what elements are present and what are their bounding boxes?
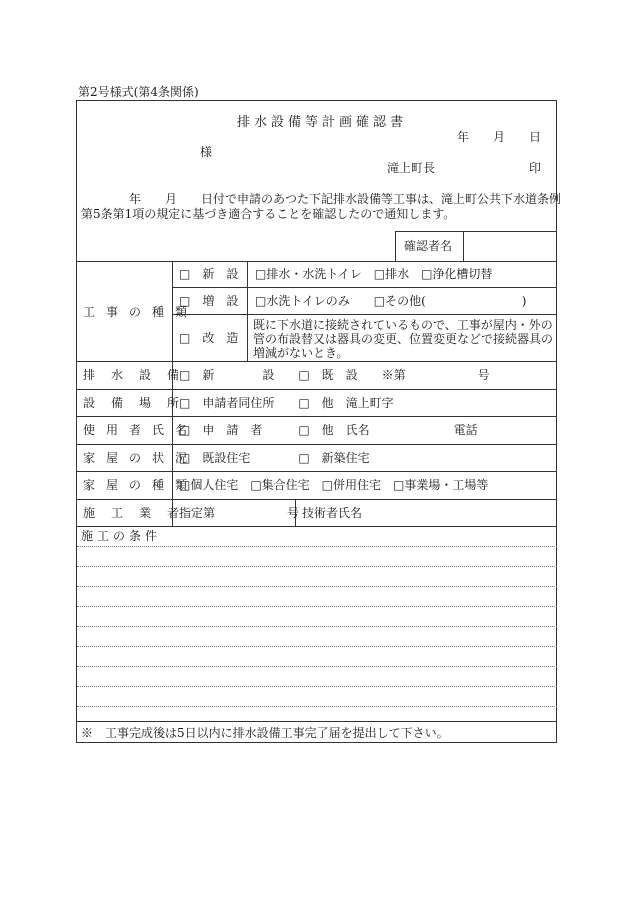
user-name-label: 使用者氏名: [83, 423, 199, 437]
confirmation-form: [76, 100, 562, 743]
engineer-name-field[interactable]: 技術者氏名: [302, 506, 363, 520]
house-type-options[interactable]: □個人住宅 □集合住宅 □併用住宅 □事業場・工場等: [179, 478, 489, 492]
modification-checkbox[interactable]: □ 改 造: [179, 331, 239, 345]
expansion-checkbox[interactable]: □ 増 設: [179, 294, 239, 308]
user-name-options[interactable]: □ 申 請 者 □ 他 氏名 電話: [179, 423, 478, 437]
notice-text-line2: 第5条第1項の規定に基づき適合することを確認したので通知します。: [81, 207, 456, 221]
new-construction-checkbox[interactable]: □ 新 設: [179, 267, 239, 281]
conditions-label: 施工の条件: [81, 529, 162, 543]
confirmer-label: 確認者名: [404, 239, 453, 253]
construction-type-label: 工事の種類: [83, 305, 199, 319]
expansion-options[interactable]: □水洗トイレのみ □その他( ): [255, 294, 527, 308]
addressee-suffix: 様: [200, 145, 213, 159]
date-line: 年 月 日: [457, 130, 542, 144]
completion-notice: ※ 工事完成後は5日以内に排水設備工事完了届を提出して下さい。: [81, 726, 449, 740]
designated-number-field[interactable]: 指定第 号: [179, 506, 300, 520]
house-status-options[interactable]: □ 既設住宅 □ 新築住宅: [179, 451, 370, 465]
location-options[interactable]: □ 申請者同住所 □ 他 滝上町字: [179, 396, 394, 410]
form-number-label: 第2号様式(第4条関係): [78, 85, 199, 99]
notice-text-line1: 年 月 日付で申請のあつた下記排水設備等工事は、滝上町公共下水道条例: [129, 192, 562, 206]
modification-desc-line2: 管の布設替又は器具の変更、位置変更などで接続器具の: [253, 332, 554, 346]
new-construction-options[interactable]: □排水・水洗トイレ □排水 □浄化槽切替: [255, 267, 493, 281]
drainage-label: 排水設備: [83, 368, 196, 382]
contractor-label: 施工業者: [83, 506, 196, 520]
form-title: 排水設備等計画確認書: [237, 115, 408, 130]
modification-desc-line3: 増減がないとき。: [253, 346, 349, 360]
seal-mark: 印: [529, 161, 542, 175]
issuer-name: 滝上町長: [387, 161, 436, 175]
house-type-label: 家屋の種類: [83, 478, 199, 492]
location-label: 設備場所: [83, 396, 196, 410]
house-status-label: 家屋の状況: [83, 451, 199, 465]
conditions-area[interactable]: [77, 541, 557, 719]
modification-desc-line1: 既に下水道に接続されているもので、工事が屋内・外の: [253, 318, 553, 332]
confirmer-name-field[interactable]: [464, 232, 556, 260]
drainage-options[interactable]: □ 新 設 □ 既 設 ※第 号: [179, 368, 490, 382]
